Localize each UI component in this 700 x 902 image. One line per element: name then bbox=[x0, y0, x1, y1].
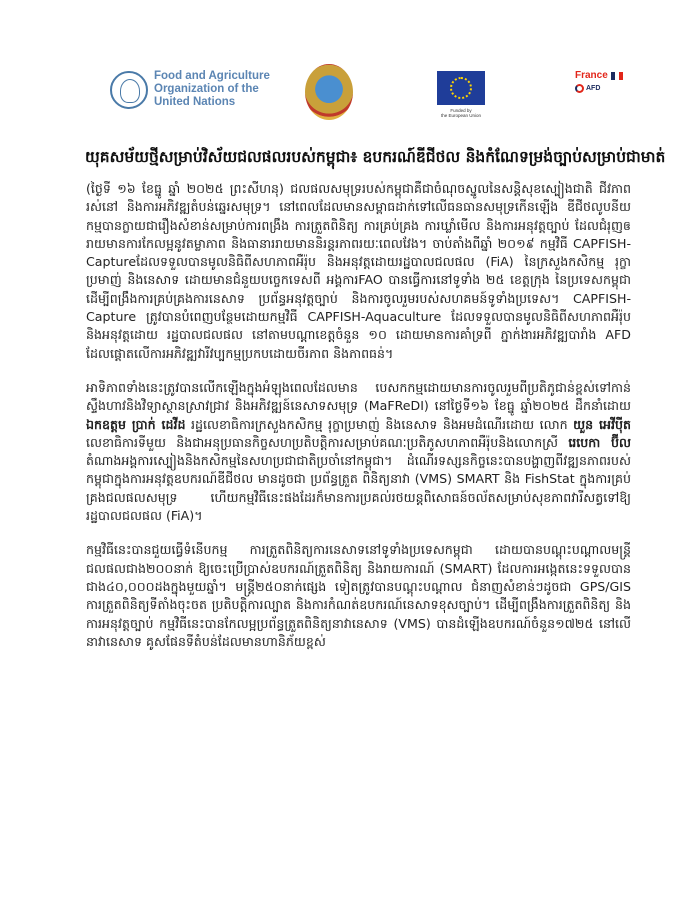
article-body bbox=[86, 180, 631, 667]
official-name: ឯកឧត្តម ប្រាក់ ដេវីដ bbox=[86, 416, 186, 432]
afd-ring-icon bbox=[575, 84, 584, 93]
eu-flag-icon bbox=[437, 71, 485, 105]
paragraph-2 bbox=[86, 379, 631, 525]
paragraph-2-text: តំណាងអង្គការស្បៀងនិងកសិកម្មនៃសហប្រជាជាតិប្រចាំនៅកម្ពុជា។ ដំណើរទស្សនកិច្ចនេះបានបង្ហាញពីវឌ្ឍនភាពរបស់កម្ពុជាក្នុងការអនុវត្តឧបករណ៍ឌីជីថល មានដូចជា ប្រព័ន្ធត្រួត ពិនិត្យនាវា (VMS) SMART និង FishStat ក្នុងការគ្រប់គ្រងជលផលសមុទ្រ ហើយកម្មវិធីនេះផងដែរក៏មានការប្រគល់រថយន្តពិសោធន៍ចល័តសម្រាប់សុខភាពវារីសត្វទៅឱ្យរដ្ឋបាលជលផល (FiA)។ bbox=[86, 453, 631, 524]
fao-name bbox=[154, 70, 270, 109]
fao-name-line: United Nations bbox=[154, 96, 236, 108]
partner-logos-header bbox=[100, 58, 630, 128]
eu-caption-line: the European Union bbox=[440, 113, 482, 118]
official-name: រេបេកា ប៊ីល bbox=[568, 434, 631, 450]
fao-emblem-icon bbox=[110, 71, 148, 109]
paragraph-2-text: លេខាធិការទីមួយ និងជាអនុប្រធានកិច្ចសហប្រតិបត្តិការសម្រាប់គណៈប្រតិភូសហភាពអឺរ៉ុបនិងលោកស្រី bbox=[86, 434, 569, 450]
fao-logo bbox=[110, 70, 270, 109]
paragraph-3: កម្មវិធីនេះបានជួយធ្វើទំនើបកម្ម ការត្រួតពិនិត្យការនេសាទនៅទូទាំងប្រទេសកម្ពុជា ដោយបានបណ្តុះបណ្តាលមន្ត្រីជលផលជាង២០០នាក់ ឱ្យចេះប្រើប្រាស់ឧបករណ៍ត្រួតពិនិត្យ និងរាយការណ៍ (SMART) ដែលការអង្កេតនេះទទួលបានជាង៤០,០០០ដងក្នុងមួយឆ្នាំ។ មន្ត្រី២៥០នាក់ផ្សេង ទៀតត្រូវបានបណ្តុះបណ្តាល ជំនាញសំខាន់ៗដូចជា GPS/GIS ការត្រួតពិនិត្យទីតាំងចុះចត ប្រតិបត្តិការល្បាត និងការកំណត់ឧបករណ៍នេសាទខុសច្បាប់។ ដើម្បីពង្រឹងការត្រួតពិនិត្យ និងការអនុវត្តច្បាប់ កម្មវិធីនេះបានកែលម្អប្រព័ន្ធត្រួតពិនិត្យនាវានេសាទ (VMS) បានដំឡើងឧបករណ៍ចំនួន១៧២៥ នៅលើនាវានេសាទ គូសផែនទីតំបន់ដែលមានហានិភ័យខ្ពស់ bbox=[86, 542, 631, 649]
paragraph-1: (ថ្ងៃទី ១៦ ខែធ្នូ ឆ្នាំ ២០២៥ ព្រះសីហនុ) ជលផលសមុទ្ររបស់កម្ពុជាគឺជាចំណុចស្នូលនៃសន្តិសុខស្បៀងជាតិ ជីវភាពរស់នៅ និងការអភិវឌ្ឍតំបន់ឆ្នេរសមុទ្រ។ នៅពេលដែលមានសម្ពាធដាក់ទៅលើធនធានសមុទ្រកើនឡើង ឌីជីថលូបនីយកម្មបានក្លាយជារឿងសំខាន់សម្រាប់ការពង្រឹង ការត្រួតពិនិត្យ ការគ្រប់គ្រង ការឃ្លាំមើល និងការអនុវត្តច្បាប់ ដែលជំរុញឲរាយមានការកែលម្អនូវតម្លាភាព និងធានាររាយមាននិរន្តរភាពរយៈពេលវែង។ ចាប់តាំងពីឆ្នាំ ២០១៩ កម្មវិធី CAPFISH-Captureដែលទទួលបានមូលនិធិពីសហភាពអឺរ៉ុប និងអនុវត្តដោយរដ្ឋបាលជលផល (FiA) នៃក្រសួងកសិកម្ម រុក្ខាប្រមាញ់ និងនេសាទ ដោយមានជំនួយបច្ចេកទេសពី អង្គការFAO បានធ្វើការនៅទូទាំង ២៥ ខេត្តក្រុង នៃប្រទេសកម្ពុជា ដើម្បីពង្រឹងការគ្រប់គ្រងការនេសាទ ប្រព័ន្ធអនុវត្តច្បាប់ និងការចូលរួមរបស់សហគមន៍ទូទាំងប្រទេស។ CAPFISH-Capture ត្រូវបានបំពេញបន្ថែមដោយកម្មវិធី CAPFISH-Aquaculture ដែលទទួលបានមូលនិធិពីសហភាពអឺរ៉ុប និងអនុវត្តដោយ រដ្ឋបាលជលផល នៅតាមបណ្ដាខេត្តចំនួន ១០ ដោយមានការគាំទ្រពី ភ្នាក់ងារអភិវឌ្ឍបារាំង AFD ដែលផ្តោតលើការអភិវឌ្ឍវារីវប្បកម្មប្រកបដោយចីរភាព និងភាពធន់។ bbox=[86, 181, 631, 361]
france-logo bbox=[575, 70, 623, 81]
paragraph-2-text: រដ្ឋលេខាធិការក្រសួងកសិកម្ម រុក្ខាប្រមាញ់ និងនេសាទ និងអមដំណើរដោយ លោក bbox=[185, 416, 574, 432]
article-title: យុគសម័យថ្មីសម្រាប់វិស័យជលផលរបស់កម្ពុជា៖ ឧបករណ៍ឌីជីថល និងកំណែទម្រង់ច្បាប់សម្រាប់ជាមាត់ bbox=[85, 148, 666, 166]
afd-logo bbox=[575, 84, 600, 93]
fisheries-administration-seal-icon bbox=[305, 64, 353, 120]
eu-stars-icon bbox=[450, 77, 472, 99]
official-name: យួន អេវីប៉ីត bbox=[573, 416, 631, 432]
france-label: France bbox=[575, 70, 608, 81]
eu-funding-caption bbox=[422, 108, 500, 118]
afd-label: AFD bbox=[586, 85, 601, 92]
french-flag-icon bbox=[611, 72, 623, 80]
fao-name-line: Organization of the bbox=[154, 83, 259, 95]
eu-caption-line: Funded by bbox=[450, 108, 472, 113]
paragraph-2-text: អាទិភាពទាំងនេះត្រូវបានលើកឡើងក្នុងអំឡុងពេលដែលមាន បេសកកម្មដោយមានការចូលរួមពីប្រតិភូជាន់ខ្ពស់ទៅកាន់ស្ទឹងហាវនិងវិទ្យាស្ថានស្រាវជ្រាវ និងអភិវឌ្ឍន៍នេសាទសមុទ្រ (MaFReDI) នៅថ្ងៃទី១៦ ខែធ្នូ ឆ្នាំ២០២៥ ដឹកនាំដោយ bbox=[86, 379, 631, 414]
fao-name-line: Food and Agriculture bbox=[154, 70, 270, 82]
